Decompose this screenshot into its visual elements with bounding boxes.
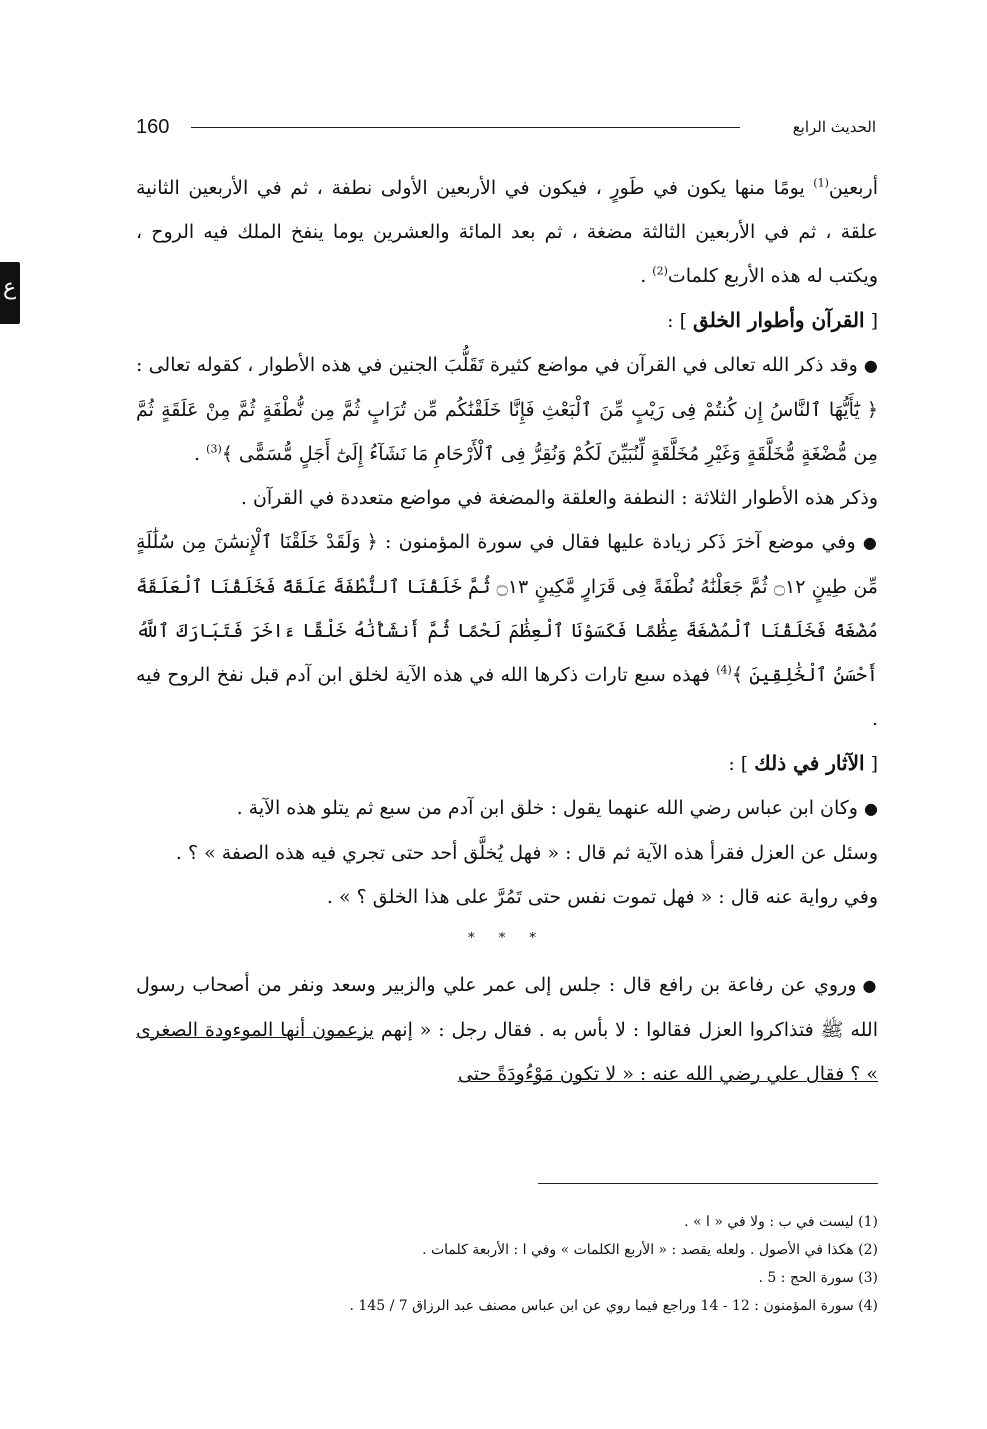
text-span: يومًا منها يكون في طَورٍ ، فيكون في الأربعين الأولى نطفة ، ثم في الأربعين الثانية علقة ، ثم في الأربعين الثالثة مضغة ، ثم بعد المائة والعشرين يوما ينفخ الملك فيه الروح ، ويكتب له هذه الأربع كلمات xyxy=(136,177,878,287)
footnote-ref: (1) xyxy=(813,176,829,190)
bracket-open: [ xyxy=(864,753,878,775)
text-span: . xyxy=(194,443,207,465)
footnotes xyxy=(136,1208,878,1320)
footnote-2: (2) هكذا في الأصول . ولعله يقصد : « الأربع الكلمات » وفي ا : الأربعة كلمات . xyxy=(422,1242,878,1258)
paragraph-1 xyxy=(136,166,878,298)
heading-title: الآثار في ذلك xyxy=(754,751,865,775)
footnote-3: (3) سورة الحج : 5 . xyxy=(758,1270,878,1286)
bullet: ● xyxy=(862,533,879,552)
paragraph-5 xyxy=(136,786,878,831)
bullet: ● xyxy=(864,799,878,818)
text-span: وروي عن رفاعة بن رافع قال : جلس إلى عمر علي والزبير وسعد ونفر من أصحاب رسول الله ﷺ فتذاكروا العزل فقالوا : لا بأس به . فقال رجل : « إنهم xyxy=(136,974,878,1041)
section-heading-athar xyxy=(136,741,878,786)
text-span: . xyxy=(640,265,653,287)
page-number: 160 xyxy=(136,116,170,138)
footnote-1: (1) ليست في ب : ولا في « ا » . xyxy=(684,1214,878,1230)
heading-title: القرآن وأطوار الخلق xyxy=(693,308,865,332)
paragraph-7: وفي رواية عنه قال : « فهل تموت نفس حتى تَمُرَّ على هذا الخلق ؟ » . xyxy=(326,886,878,908)
header-rule xyxy=(191,127,740,128)
section-separator: * * * xyxy=(468,931,546,946)
text-span: وقد ذكر الله تعالى في القرآن في مواضع كثيرة تَقَلُّبَ الجنين في هذه الأطوار ، كقوله تعالى : xyxy=(136,354,864,376)
bracket-close: ] : xyxy=(667,310,694,332)
section-heading-quran xyxy=(136,298,878,343)
text-span: أربعين xyxy=(828,177,878,199)
quran-verse: ﴿ وَلَقَدْ خَلَقْنَا ٱلْإِنسَٰنَ مِن سُلَٰلَةٍ مِّن طِينٍ ۝١٢ ثُمَّ جَعَلْنَٰهُ نُطْفَةً فِى قَرَارٍ مَّكِينٍ ۝١٣ ثُمَّ خَلَقْنَا ٱلنُّطْفَةَ عَلَقَةً فَخَلَقْنَا ٱلْعَلَقَةَ مُضْغَةً فَخَلَقْنَا ٱلْمُضْغَةَ عِظَٰمًا فَكَسَوْنَا ٱلْعِظَٰمَ لَحْمًا ثُمَّ أَنشَأْنَٰهُ خَلْقًا ءَاخَرَ فَتَبَارَكَ ٱللَّهُ أَحْسَنُ ٱلْخَٰلِقِينَ ﴾ xyxy=(136,531,878,686)
paragraph-2 xyxy=(136,343,878,476)
quran-verse: ﴿ يَٰٓأَيُّهَا ٱلنَّاسُ إِن كُنتُمْ فِى رَيْبٍ مِّنَ ٱلْبَعْثِ فَإِنَّا خَلَقْنَٰكُم مِّن تُرَابٍ ثُمَّ مِن نُّطْفَةٍ ثُمَّ مِنْ عَلَقَةٍ ثُمَّ مِن مُّضْغَةٍ مُّخَلَّقَةٍ وَغَيْرِ مُخَلَّقَةٍ لِّنُبَيِّنَ لَكُمْ وَنُقِرُّ فِى ٱلْأَرْحَامِ مَا نَشَآءُ إِلَىٰٓ أَجَلٍ مُّسَمًّى ﴾ xyxy=(136,399,878,465)
text-span: وفي موضع آخرَ ذَكر زيادة عليها فقال في سورة المؤمنون : xyxy=(377,531,863,553)
chapter-tab-glyph: ع xyxy=(3,275,17,300)
footnote-ref: (4) xyxy=(716,663,732,677)
paragraph-8 xyxy=(136,963,878,1096)
footnote-ref: (3) xyxy=(206,442,222,456)
page-header xyxy=(136,114,876,140)
paragraph-6: وسئل عن العزل فقرأ هذه الآية ثم قال : « فهل يُخلَّق أحد حتى تجري فيه هذه الصفة » ؟ . xyxy=(175,842,878,864)
paragraph-4 xyxy=(136,520,878,741)
text-span: وكان ابن عباس رضي الله عنهما يقول : خلق ابن آدم من سبع ثم يتلو هذه الآية . xyxy=(236,797,865,819)
footnote-ref: (2) xyxy=(652,264,668,278)
main-text xyxy=(136,166,878,1096)
text-span: فهذه سبع تارات ذكرها الله في هذه الآية لخلق ابن آدم قبل نفخ الروح فيه . xyxy=(136,664,878,730)
bullet: ● xyxy=(863,356,878,375)
paragraph-3: وذكر هذه الأطوار الثلاثة : النطفة والعلقة والمضغة في مواضع متعددة في القرآن . xyxy=(240,487,878,509)
footnote-rule xyxy=(538,1183,878,1184)
running-title: الحديث الرابع xyxy=(792,118,876,136)
bracket-close: ] : xyxy=(728,753,755,775)
footnote-4: (4) سورة المؤمنون : 12 - 14 وراجع فيما روي عن ابن عباس مصنف عبد الرزاق 7 / 145 . xyxy=(349,1298,878,1314)
text-span-underlined: يزعمون أنها الموءودة الصغرى » ؟ فقال علي رضي الله عنه : « لا تكون مَوْءُودَةً حتى xyxy=(136,1019,878,1085)
chapter-thumb-tab xyxy=(0,262,20,324)
bullet: ● xyxy=(862,976,878,995)
bracket-open: [ xyxy=(864,310,878,332)
